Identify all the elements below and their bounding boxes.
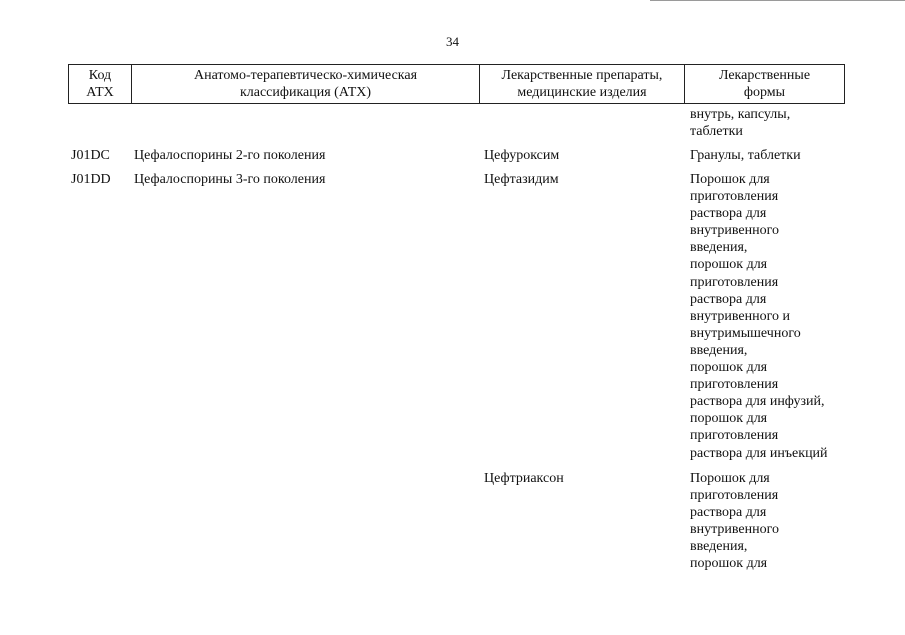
header-code: Код АТХ (69, 65, 132, 103)
row-classification: Цефалоспорины 3-го поколения (134, 172, 326, 187)
row-forms: Порошок для приготовления раствора для внутривенного введения, порошок для приготовления раствора для внутривенного и внутримышечного введения, порошок для приготовления раствора для инфузий, порошок для приготовления раствора для инъекций (690, 172, 828, 461)
scan-edge-line (650, 0, 905, 1)
page-number: 34 (446, 34, 459, 49)
row-drug: Цефуроксим (484, 148, 560, 163)
row-drug: Цефтриаксон (484, 471, 564, 486)
row-forms: Гранулы, таблетки (690, 148, 801, 163)
header-drugs: Лекарственные препараты, медицинские изделия (480, 65, 685, 103)
row-classification: Цефалоспорины 2-го поколения (134, 148, 326, 163)
header-forms: Лекарственные формы (718, 68, 811, 100)
header-classification: Анатомо-терапевтическо-химическая классификация (АТХ) (132, 65, 480, 103)
row-code: J01DD (71, 172, 111, 187)
row-drug: Цефтазидим (484, 172, 559, 187)
table-header (68, 64, 845, 104)
row-forms: Порошок для приготовления раствора для внутривенного введения, порошок для (690, 471, 780, 572)
continuation-forms: внутрь, капсулы, таблетки (690, 107, 791, 140)
row-code: J01DC (71, 148, 110, 163)
